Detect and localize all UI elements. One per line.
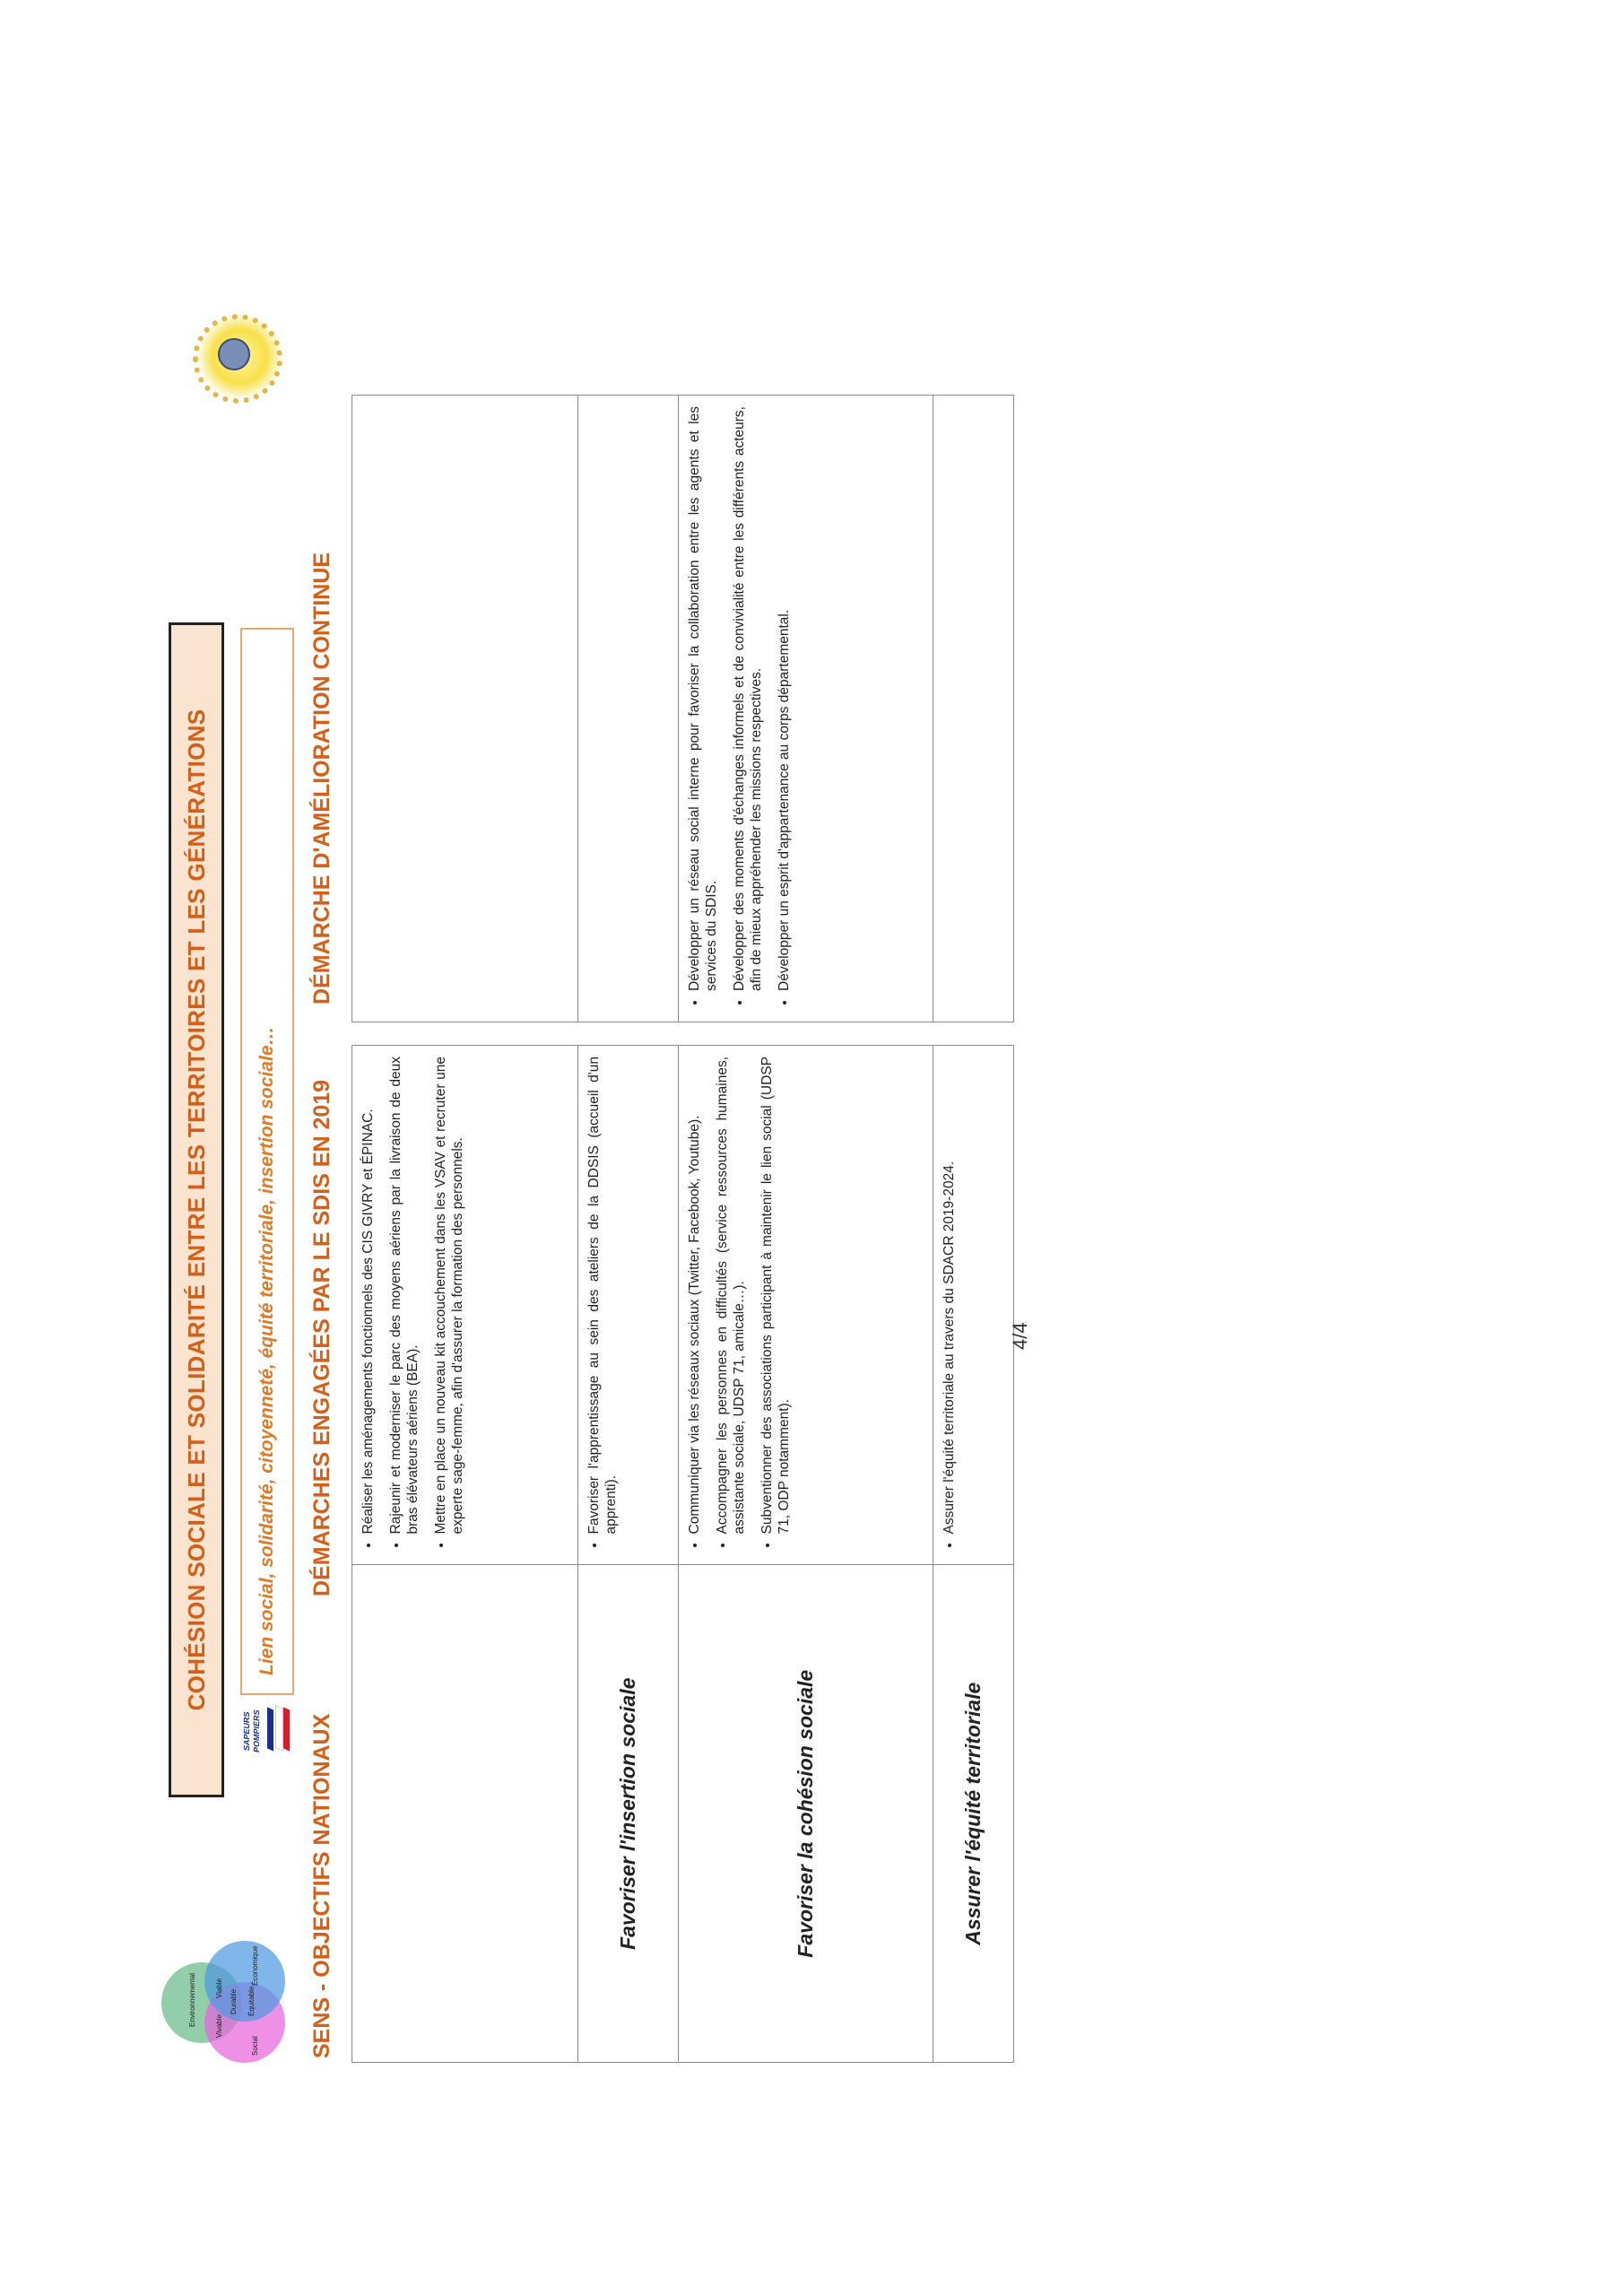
actions-cell: [352, 1046, 578, 1566]
improvement-cell: [578, 396, 679, 1022]
improvement-cell: [352, 396, 578, 1022]
trophy-helmet: [218, 338, 250, 370]
table-row: [578, 396, 679, 1022]
logo-stripe-white: [275, 1705, 283, 1752]
improvements-list: [686, 406, 793, 1011]
table-row: [933, 396, 1014, 1022]
list-item: • Réaliser les aménagements fonctionnels des CIS GIVRY et ÉPINAC.: [360, 1057, 377, 1535]
list-item: • Accompagner les personnes en difficultés (service ressources humaines, assistante sociale, UDSP 71, amicale…).: [714, 1057, 748, 1535]
logo-stripe-blue: [267, 1707, 273, 1751]
objective-cell: [352, 1565, 578, 2063]
column-heading-objectifs: SENS - OBJECTIFS NATIONAUX: [309, 1713, 334, 2058]
list-item: • Favoriser l'apprentissage au sein des ateliers de la DDSIS (accueil d'un apprenti).: [586, 1057, 620, 1535]
page-number: 4/4: [1009, 1322, 1031, 1350]
list-item: • Subventionner des associations participant à maintenir le lien social (UDSP 71, ODP notamment).: [759, 1057, 793, 1535]
objective-label: Favoriser l'insertion sociale: [616, 1677, 639, 1950]
column-heading-demarches: DÉMARCHES ENGAGÉES PAR LE SDIS EN 2019: [309, 1079, 334, 1596]
subtitle: Lien social, solidarité, citoyenneté, équité territoriale, insertion sociale…: [256, 1026, 277, 1675]
actions-cell: [679, 1046, 933, 1566]
logo-text-line: SAPEURS: [242, 1710, 251, 1752]
venn-label: Social: [251, 2036, 259, 2056]
objective-cell: [578, 1565, 679, 2063]
list-item: • Mettre en place un nouveau kit accouchement dans les VSAV et recruter une experte sage-femme, afin d'assurer la formation des personnels.: [432, 1057, 466, 1535]
actions-list: [686, 1057, 793, 1554]
rotated-page: [161, 305, 1085, 2063]
logo-stripe-red: [283, 1707, 290, 1751]
objective-cell: [679, 1565, 933, 2063]
venn-label: Durable: [230, 1988, 238, 2014]
improvement-cell: [933, 396, 1014, 1022]
list-item: • Communiquer via les réseaux sociaux (Twitter, Facebook, Youtube).: [686, 1057, 703, 1535]
sustainability-venn-logo: [161, 1937, 291, 2063]
list-item: • Développer un esprit d'appartenance au corps départemental.: [776, 406, 793, 991]
actions-list: [586, 1057, 620, 1554]
subtitle-box: [240, 628, 294, 1695]
sapeurs-pompiers-logo: [240, 1701, 292, 1753]
improvement-cell: [679, 396, 933, 1022]
table-row: [679, 396, 933, 1022]
actions-list: [360, 1057, 466, 1554]
list-item: • Rajeunir et moderniser le parc des moyens aériens par la livraison de deux bras élévateurs aériens (BEA).: [387, 1057, 421, 1535]
improvement-table: [352, 395, 1014, 1022]
table-row: [352, 1046, 578, 2063]
actions-cell: [578, 1046, 679, 1566]
page-title: COHÉSION SOCIALE ET SOLIDARITÉ ENTRE LES TERRITOIRES ET LES GÉNÉRATIONS: [182, 709, 210, 1711]
venn-label: Économique: [251, 1945, 259, 1986]
table-row: [352, 396, 578, 1022]
helmet-trophy-icon: [184, 305, 296, 408]
list-item: • Assurer l'équité territoriale au travers du SDACR 2019-2024.: [941, 1057, 958, 1535]
objective-label: Favoriser la cohésion sociale: [794, 1669, 817, 1958]
column-heading-amelioration: DÉMARCHE D'AMÉLIORATION CONTINUE: [309, 552, 334, 1004]
table-row: [933, 1046, 1014, 2063]
venn-label: Équitable: [247, 1986, 256, 2016]
list-item: • Développer des moments d'échanges informels et de convivialité entre les différents acteurs, afin de mieux appréhender les missions respectives.: [731, 406, 765, 991]
list-item: • Développer un réseau social interne pour favoriser la collaboration entre les agents et les services du SDIS.: [686, 406, 720, 991]
venn-label: Vivable: [215, 2013, 223, 2038]
venn-label: Environnemental: [188, 1972, 196, 2027]
page-title-box: [169, 622, 224, 1797]
table-row: [679, 1046, 933, 2063]
objective-cell: [933, 1565, 1014, 2063]
venn-label: Viable: [215, 1978, 223, 1998]
objective-label: Assurer l'équité territoriale: [961, 1682, 985, 1945]
table-row: [578, 1046, 679, 2063]
logo-text: [242, 1708, 262, 1753]
objectives-table: [352, 1045, 1014, 2063]
actions-cell: [933, 1046, 1014, 1566]
logo-text-line: POMPIERS: [252, 1709, 261, 1753]
actions-list: [941, 1057, 958, 1554]
